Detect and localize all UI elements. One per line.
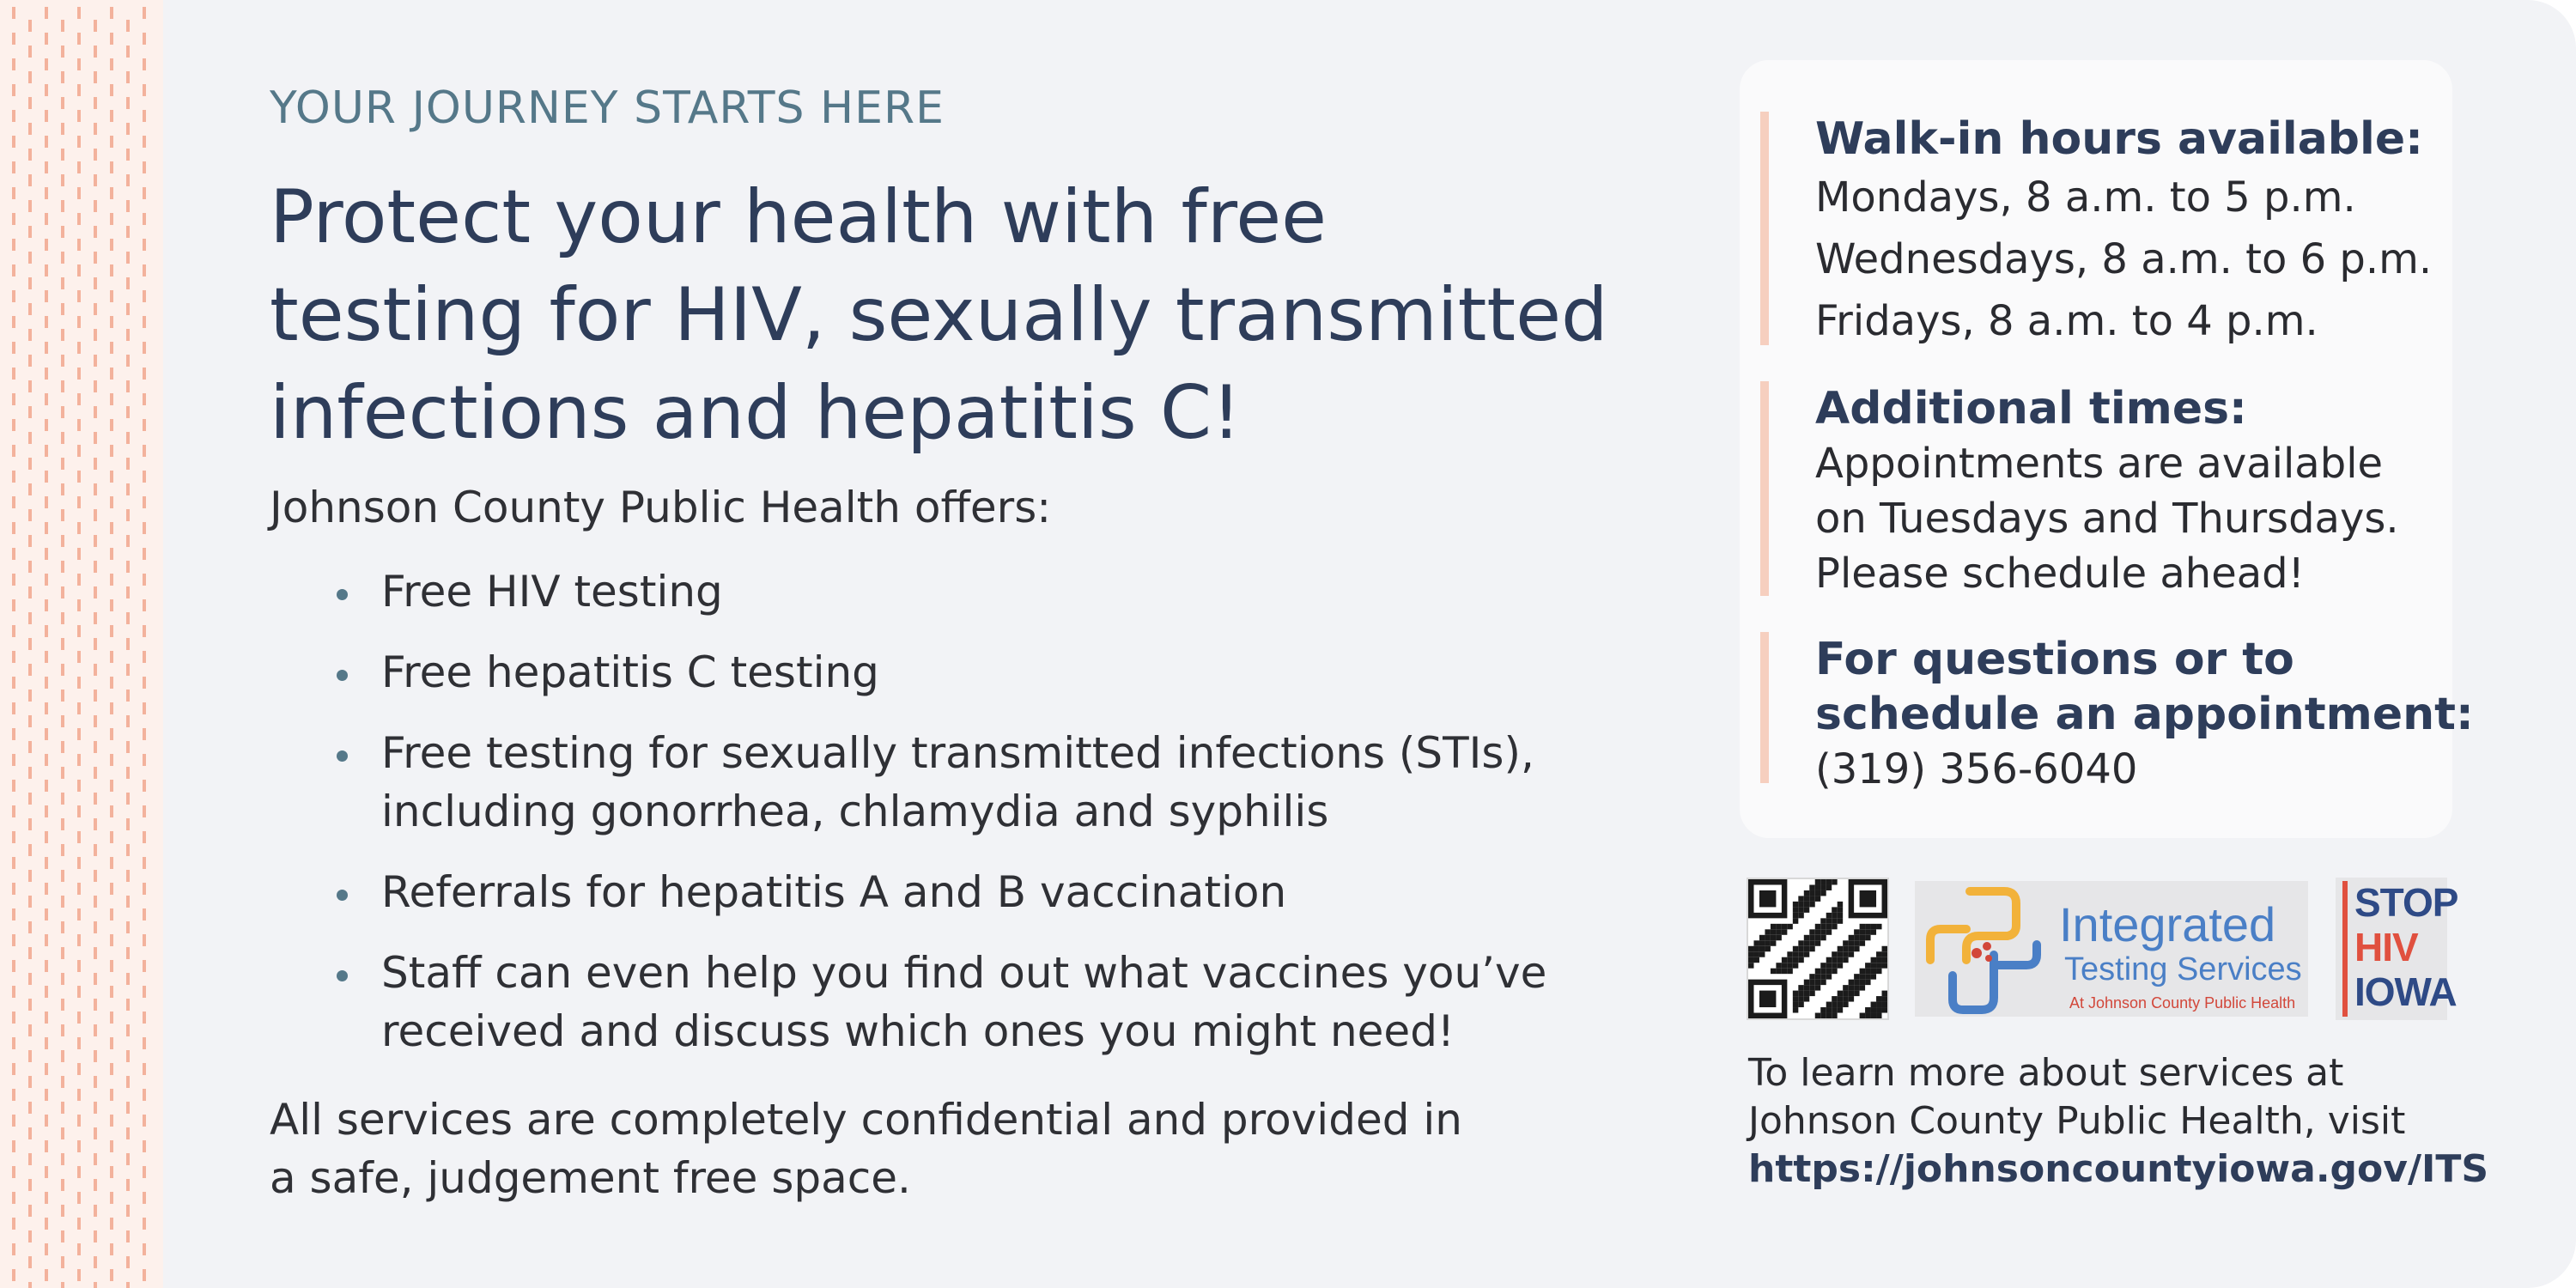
iowa-word: IOWA [2354,969,2457,1014]
bullet-icon [337,670,348,681]
dash-column [94,20,97,1288]
hiv-word: HIV [2354,925,2418,969]
contact-title: For questions or to [1815,634,2294,685]
additional-line: Appointments are available [1815,440,2384,488]
its-subtitle: Testing Services [2064,951,2302,987]
dash-column [110,7,113,1288]
walk-in-hour: Fridays, 8 a.m. to 4 p.m. [1815,297,2318,345]
dashed-pattern-strip [0,0,163,1288]
headline-line: Protect your health with free [270,174,1327,260]
its-tagline: At Johnson County Public Health [2069,994,2296,1012]
closing-line: a safe, judgement free space. [270,1153,911,1203]
service-text: including gonorrhea, chlamydia and syphilis [381,787,1329,836]
service-text: Staff can even help you find out what vaccines you’ve [381,948,1547,998]
qr-code-graphic [1748,879,1887,1018]
additional-times [1760,381,2399,596]
intro-text: Johnson County Public Health offers: [270,483,1052,532]
additional-line: Please schedule ahead! [1815,550,2305,598]
service-item [270,724,1678,841]
bullet-icon [337,890,348,901]
its-mark-icon [1915,881,2052,1017]
learn-more-line: To learn more about services at [1748,1051,2344,1095]
additional-title: Additional times: [1815,383,2247,434]
walk-in-hours [1760,112,2432,345]
integrated-testing-services-logo [1915,881,2308,1017]
dash-column [28,20,32,1288]
headline-line: testing for HIV, sexually transmitted [270,272,1608,358]
contact-title: schedule an appointment: [1815,689,2474,740]
closing-line: All services are completely confidential and provided in [270,1095,1462,1145]
walk-in-hour: Wednesdays, 8 a.m. to 6 p.m. [1815,235,2433,283]
website-link[interactable]: https://johnsoncountyiowa.gov/ITS [1748,1147,2489,1191]
learn-more [1748,1049,2489,1194]
bullet-icon [337,750,348,762]
service-item [270,863,1678,921]
qr-code-icon[interactable] [1747,878,1889,1020]
dash-column [126,20,130,1288]
service-item [270,643,1678,702]
headline-line: infections and hepatitis C! [270,370,1242,456]
walk-in-hour: Mondays, 8 a.m. to 5 p.m. [1815,173,2356,222]
phone-number[interactable]: (319) 356-6040 [1815,745,2138,793]
headline [270,168,1695,462]
dash-column [45,7,48,1288]
stop-hiv-iowa-logo [2336,878,2458,1020]
eyebrow-text: YOUR JOURNEY STARTS HERE [270,82,945,134]
hours-info-box [1740,60,2474,838]
additional-line: on Tuesdays and Thursdays. [1815,495,2399,543]
logo-row [1747,878,2458,1022]
dash-column [12,7,15,1288]
bullet-icon [337,589,348,600]
walk-in-title: Walk-in hours available: [1815,113,2423,165]
service-text: Free hepatitis C testing [381,647,879,697]
its-title: Integrated [2059,897,2276,951]
service-text: received and discuss which ones you might need! [381,1006,1455,1056]
stop-word: STOP [2354,880,2458,925]
service-text: Free testing for sexually transmitted infections (STIs), [381,728,1534,778]
logo-accent-bar [2342,881,2348,1017]
closing-text [270,1091,1643,1207]
service-text: Referrals for hepatitis A and B vaccination [381,867,1287,917]
services-list [270,562,1678,1060]
dash-column [77,7,81,1288]
dash-column [61,20,64,1288]
service-text: Free HIV testing [381,567,723,617]
dash-column [143,7,146,1288]
bullet-icon [337,970,348,981]
learn-more-line: Johnson County Public Health, visit [1748,1099,2406,1143]
service-item [270,944,1678,1060]
contact-info [1760,632,2474,793]
service-item [270,562,1678,621]
